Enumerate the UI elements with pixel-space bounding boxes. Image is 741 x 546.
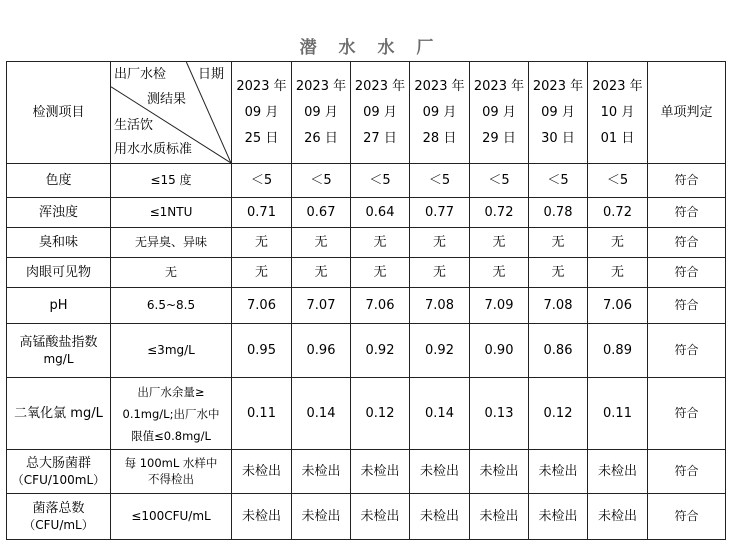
result-cell: 无 [232,258,292,288]
date-day: 30 日 [541,130,575,146]
result-cell: 无 [351,228,410,258]
result-cell: 无 [588,258,648,288]
verdict-cell: 符合 [648,228,726,258]
result-cell: 无 [529,228,588,258]
standard-cell [111,228,232,258]
standard-line: 无异臭、异味 [134,235,207,250]
table-row [7,450,726,494]
standard-cell [111,378,232,450]
item-name-line: pH [49,297,68,313]
header-date-0 [232,62,292,164]
date-year: 2023 年 [414,78,465,94]
result-cell: 未检出 [232,494,292,540]
result-cell: 未检出 [529,494,588,540]
date-year: 2023 年 [354,78,406,94]
standard-line: ≤15 度 [150,173,192,188]
page-title: 潜 水 水 厂 [299,38,442,58]
header-date-6 [588,62,648,164]
table-row [7,288,726,324]
result-cell: 0.64 [351,198,410,228]
header-date-1 [292,62,351,164]
standard-line: ≤1NTU [149,205,193,220]
table-row [7,198,726,228]
standard-cell [111,258,232,288]
result-cell: 0.86 [529,324,588,378]
corner-date-label: 日期 [198,67,225,82]
verdict-cell: 符合 [648,258,726,288]
result-cell: 0.71 [232,198,292,228]
result-cell: 无 [351,258,410,288]
standard-line: 限值≤0.8mg/L [131,428,211,443]
result-cell: ＜5 [351,164,410,198]
result-cell: 7.08 [529,288,588,324]
corner-line-2: 测结果 [147,92,187,107]
header-corner-cell [111,62,232,164]
result-cell: 0.89 [588,324,648,378]
result-cell: ＜5 [529,164,588,198]
result-cell: 未检出 [588,494,648,540]
result-cell: 7.06 [588,288,648,324]
standard-line: ≤3mg/L [147,343,195,358]
result-cell: 未检出 [232,450,292,494]
table-row [7,164,726,198]
item-name-cell [7,198,111,228]
result-cell: 未检出 [470,494,529,540]
date-year: 2023 年 [295,78,347,94]
item-name-cell [7,324,111,378]
date-month: 09 月 [422,104,457,120]
standard-cell [111,450,232,494]
item-name-line: 高锰酸盐指数 [19,334,98,350]
header-date-3 [410,62,470,164]
result-cell: 0.95 [232,324,292,378]
result-cell: 无 [410,228,470,258]
result-cell: 0.14 [410,378,470,450]
result-cell: 0.67 [292,198,351,228]
result-cell: 0.12 [529,378,588,450]
result-cell: 未检出 [529,450,588,494]
date-year: 2023 年 [236,78,287,94]
table-row [7,378,726,450]
result-cell: 0.77 [410,198,470,228]
result-cell: 0.12 [351,378,410,450]
table-row [7,228,726,258]
result-cell: 0.11 [232,378,292,450]
header-verdict-label: 单项判定 [648,62,726,164]
result-cell: 未检出 [292,450,351,494]
verdict-cell: 符合 [648,324,726,378]
result-cell: 7.09 [470,288,529,324]
item-name-cell [7,288,111,324]
verdict-cell: 符合 [648,494,726,540]
item-name-cell [7,378,111,450]
date-day: 01 日 [600,130,635,146]
result-cell: 未检出 [470,450,529,494]
result-cell: 0.90 [470,324,529,378]
result-cell: 7.07 [292,288,351,324]
item-name-line: （CFU/mL） [23,518,94,533]
result-cell: 0.92 [351,324,410,378]
water-quality-table [6,61,726,540]
result-cell: ＜5 [410,164,470,198]
date-month: 09 月 [482,104,516,120]
result-cell: 0.92 [410,324,470,378]
header-date-5 [529,62,588,164]
result-cell: 7.08 [410,288,470,324]
item-name-line: 二氧化氯 mg/L [14,405,103,421]
date-day: 27 日 [363,130,397,146]
date-year: 2023 年 [592,78,643,94]
standard-line: 6.5~8.5 [146,298,196,313]
standard-cell [111,324,232,378]
result-cell: 7.06 [232,288,292,324]
date-day: 29 日 [482,130,516,146]
header-date-4 [470,62,529,164]
date-year: 2023 年 [532,78,584,94]
result-cell: 无 [292,258,351,288]
result-cell: ＜5 [470,164,529,198]
verdict-cell: 符合 [648,288,726,324]
result-cell: 无 [292,228,351,258]
date-month: 09 月 [363,104,397,120]
result-cell: 未检出 [410,450,470,494]
result-cell: 无 [470,258,529,288]
result-cell: 无 [232,228,292,258]
result-cell: ＜5 [588,164,648,198]
standard-line: 出厂水余量≥ [137,384,205,399]
result-cell: 未检出 [351,494,410,540]
item-name-line: （CFU/100mL） [11,473,106,488]
result-cell: 未检出 [351,450,410,494]
corner-line-3: 生活饮 [114,118,154,133]
date-month: 09 月 [541,104,575,120]
result-cell: 0.72 [470,198,529,228]
item-name-cell [7,164,111,198]
result-cell: 0.11 [588,378,648,450]
verdict-cell: 符合 [648,198,726,228]
result-cell: 无 [529,258,588,288]
item-name-cell [7,258,111,288]
standard-line: 无 [164,265,177,280]
item-name-cell [7,494,111,540]
result-cell: ＜5 [232,164,292,198]
item-name-cell [7,450,111,494]
standard-line: 每 100mL 水样中 [124,455,218,470]
item-name-line: 总大肠菌群 [25,455,91,471]
standard-cell [111,288,232,324]
result-cell: 未检出 [588,450,648,494]
result-cell: 7.06 [351,288,410,324]
result-cell: 0.13 [470,378,529,450]
result-cell: ＜5 [292,164,351,198]
table-row [7,494,726,540]
result-cell: 无 [470,228,529,258]
item-name-line: 臭和味 [38,234,78,250]
result-cell: 未检出 [410,494,470,540]
item-name-line: 肉眼可见物 [25,264,91,280]
date-day: 26 日 [304,130,338,146]
date-year: 2023 年 [473,78,525,94]
item-name-cell [7,228,111,258]
verdict-cell: 符合 [648,450,726,494]
result-cell: 0.72 [588,198,648,228]
table-row [7,258,726,288]
corner-line-4: 用水水质标准 [114,142,193,157]
item-name-line: 浑浊度 [38,204,78,220]
header-date-2 [351,62,410,164]
result-cell: 0.14 [292,378,351,450]
result-cell: 无 [410,258,470,288]
date-month: 10 月 [600,104,635,120]
table-row [7,324,726,378]
result-cell: 无 [588,228,648,258]
result-cell: 未检出 [292,494,351,540]
item-name-line: 菌落总数 [32,500,85,516]
date-month: 09 月 [304,104,338,120]
verdict-cell: 符合 [648,378,726,450]
date-day: 28 日 [422,130,457,146]
date-month: 09 月 [244,104,279,120]
standard-line: 不得检出 [148,471,194,486]
verdict-cell: 符合 [648,164,726,198]
standard-line: 0.1mg/L;出厂水中 [122,406,220,421]
result-cell: 0.96 [292,324,351,378]
standard-cell [111,494,232,540]
corner-line-1: 出厂水检 [114,67,167,82]
date-day: 25 日 [244,130,279,146]
header-item-label: 检测项目 [7,62,111,164]
standard-cell [111,164,232,198]
item-name-line: mg/L [43,352,74,367]
result-cell: 0.78 [529,198,588,228]
standard-line: ≤100CFU/mL [131,509,211,524]
item-name-line: 色度 [45,172,72,188]
standard-cell [111,198,232,228]
